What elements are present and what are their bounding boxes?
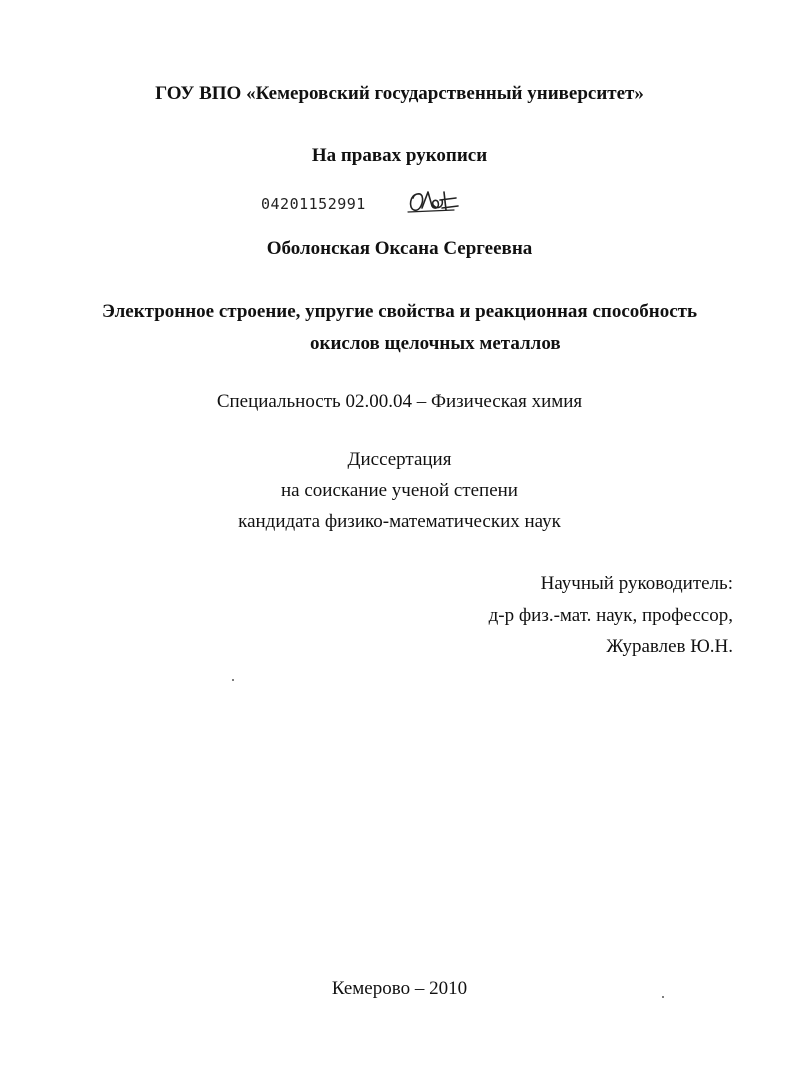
signature-icon: [404, 188, 460, 216]
thesis-title-line-2: окислов щелочных металлов: [310, 333, 561, 354]
specialty-line: Специальность 02.00.04 – Физическая химия: [216, 391, 583, 412]
supervisor-name: Журавлев Ю.Н.: [606, 636, 733, 657]
thesis-title-line-1: Электронное строение, упругие свойства и реакционная способность: [101, 301, 698, 322]
author-name: Оболонская Оксана Сергеевна: [266, 238, 533, 259]
city-year: Кемерово – 2010: [331, 978, 468, 999]
degree-line-1: Диссертация: [347, 449, 452, 470]
manuscript-rights-note: На правах рукописи: [311, 145, 488, 166]
supervisor-rank: д-р физ.-мат. наук, профессор,: [488, 605, 733, 626]
institution-header: ГОУ ВПО «Кемеровский государственный университет»: [155, 83, 644, 104]
degree-line-2: на соискание ученой степени: [281, 480, 518, 501]
supervisor-label: Научный руководитель:: [540, 573, 733, 594]
archive-stamp-number: 04201152991: [261, 195, 366, 213]
degree-line-3: кандидата физико-математических наук: [238, 511, 561, 532]
scan-speck: [232, 679, 234, 681]
